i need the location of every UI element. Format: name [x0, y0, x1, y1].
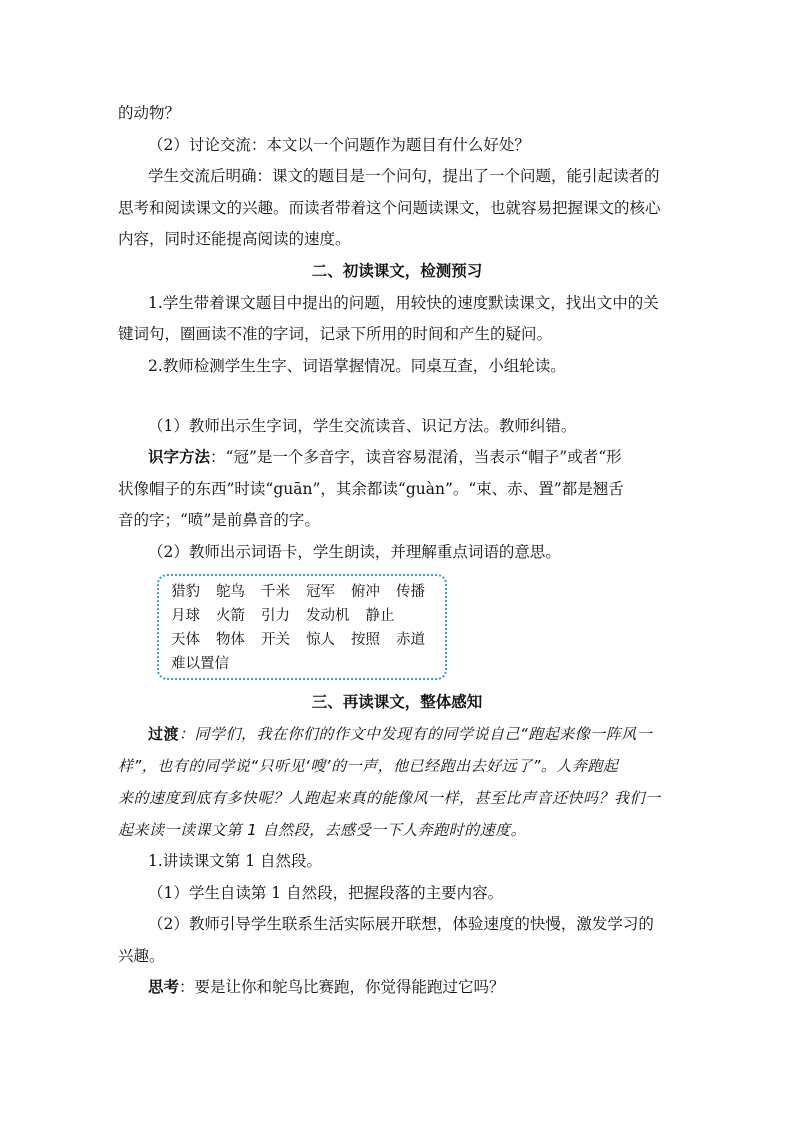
sub-step-2: （2）教师出示词语卡，学生朗读，并理解重点词语的意思。 [148, 543, 561, 561]
conclusion-line-2: 思考和阅读课文的兴趣。而读者带着这个问题读课文，也就容易把握课文的核心 [118, 199, 661, 217]
word-row [171, 655, 229, 673]
lesson-sub-step-2-line-2: 兴趣。 [118, 947, 165, 965]
word: 天体 [171, 632, 200, 648]
discussion-question: （2）讨论交流：本文以一个问题作为题目有什么好处？ [148, 136, 530, 154]
think-prompt [148, 977, 708, 997]
transition-line-4: 起来读一读课文第 1 自然段，去感受一下人奔跑时的速度。 [118, 821, 527, 839]
word-row [171, 607, 395, 625]
word: 传播 [396, 584, 425, 600]
method-text-1: ：“冠”是一个多音字，读音容易混淆，当表示“帽子”或者“形 [210, 448, 622, 466]
word: 惊人 [306, 632, 335, 648]
word-row [171, 631, 425, 649]
lesson-step-1: 1.讲读课文第 1 自然段。 [148, 852, 323, 870]
word: 火箭 [216, 608, 245, 624]
transition-label: 过渡 [148, 725, 180, 743]
method-label: 识字方法 [148, 447, 211, 466]
word-row [171, 583, 425, 601]
word: 开关 [261, 632, 290, 648]
step-2: 2.教师检测学生生字、词语掌握情况。同桌互查，小组轮读。 [148, 357, 566, 375]
sub-step-1: （1）教师出示生字词，学生交流读音、识记方法。教师纠错。 [148, 417, 577, 435]
transition-line-2: 样”，也有的同学说“只听见‘嗖’的一声，他已经跑出去好远了”。人奔跑起 [118, 757, 619, 775]
transition-line-1 [148, 724, 708, 744]
lesson-sub-step-1: （1）学生自读第 1 自然段，把握段落的主要内容。 [148, 884, 504, 902]
word: 引力 [261, 608, 290, 624]
word: 猎豹 [171, 584, 200, 600]
word: 俯冲 [351, 584, 380, 600]
word-card [157, 574, 447, 680]
word: 发动机 [306, 608, 350, 624]
word: 月球 [171, 608, 200, 624]
conclusion-line-1: 学生交流后明确：课文的题目是一个问句，提出了一个问题，能引起读者的 [148, 167, 660, 185]
lesson-sub-step-2-line-1: （2）教师引导学生联系生活实际展开联想，体验速度的快慢，激发学习的 [148, 915, 654, 933]
think-label: 思考 [148, 977, 180, 996]
word: 按照 [351, 632, 380, 648]
method-line-3: 音的字；“喷”是前鼻音的字。 [118, 511, 320, 529]
method-line-1 [148, 447, 708, 467]
word: 物体 [216, 632, 245, 648]
section-heading-3: 三、再读课文，整体感知 [311, 692, 483, 711]
method-line-2: 状像帽子的东西”时读“guān”，其余都读“guàn”。“束、赤、置”都是翘舌 [118, 480, 624, 498]
section-heading-2: 二、初读课文，检测预习 [311, 261, 483, 280]
think-text: ：要是让你和鸵鸟比赛跑，你觉得能跑过它吗？ [179, 978, 505, 996]
paragraph-continuation: 的动物？ [118, 104, 181, 122]
conclusion-line-3: 内容，同时还能提高阅读的速度。 [118, 230, 351, 248]
word: 鸵鸟 [216, 584, 245, 600]
word: 难以置信 [171, 656, 229, 672]
transition-line-3: 来的速度到底有多快呢？人跑起来真的能像风一样，甚至比声音还快吗？我们一 [118, 789, 661, 807]
word: 冠军 [306, 584, 335, 600]
word: 静止 [365, 608, 395, 624]
transition-text-1: ：同学们，我在你们的作文中发现有的同学说自己“跑起来像一阵风一 [179, 725, 653, 743]
step-1-line-2: 键词句，圈画读不准的字词，记录下所用的时间和产生的疑问。 [118, 325, 553, 343]
word: 赤道 [396, 632, 425, 648]
step-1-line-1: 1.学生带着课文题目中提出的问题，用较快的速度默读课文，找出文中的关 [148, 294, 659, 312]
word: 千米 [261, 584, 290, 600]
